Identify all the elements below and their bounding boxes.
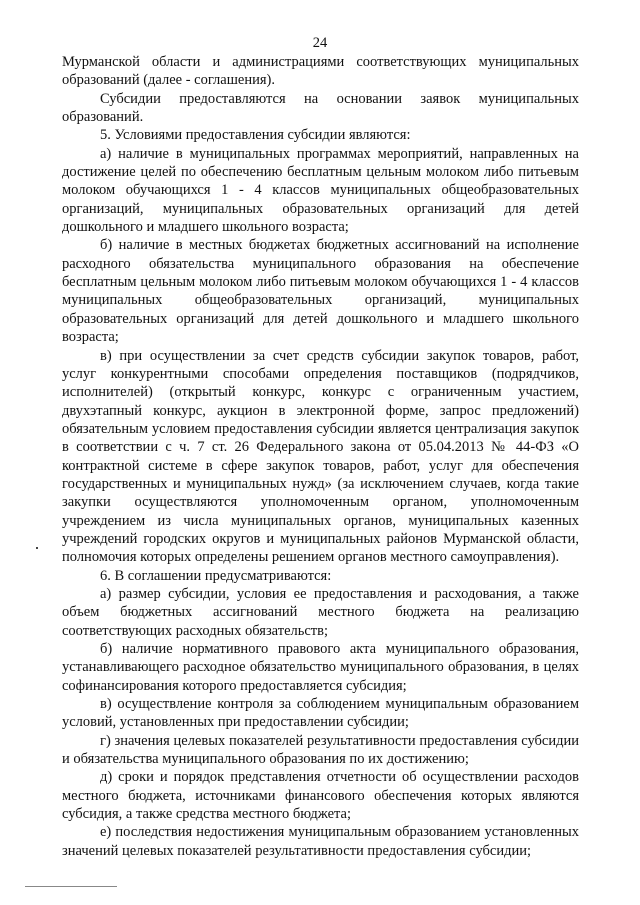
paragraph: е) последствия недостижения муниципальным образованием установленных значений целевых показателей результативности предоставления субсидии; <box>62 824 579 859</box>
paragraph: Субсидии предоставляются на основании заявок муниципальных образований. <box>62 90 579 126</box>
paragraph: 6. В соглашении предусматриваются: <box>100 567 332 584</box>
paragraph: 5. Условиями предоставления субсидии являются: <box>100 127 411 144</box>
paragraph: в) осуществление контроля за соблюдением муниципальным образованием условий, установленных при предоставлении субсидии; <box>62 696 579 731</box>
paragraph: б) наличие нормативного правового акта муниципального образования, устанавливающего расходное обязательство муниципального образования, в целях софинансирования которого предоставляется субсидия; <box>62 641 579 694</box>
paragraph: в) при осуществлении за счет средств субсидии закупок товаров, работ, услуг конкурентными способами определения поставщиков (подрядчиков, исполнителей) (открытый конкурс, конкурс с ограниченным участием, двухэтапный конкурс, аукцион в электронной форме, запрос предложений) обязательным условием предоставления субсидии является централизация закупок в соответствии с ч. 7 ст. 26 Федерального закона от 05.04.2013 № 44-ФЗ «О контрактной системе в сфере закупок товаров, работ, услуг для обеспечения государственных и муниципальных нужд» (за исключением случаев, когда такие закупки осуществляются уполномоченным органом, уполномоченным учреждением из числа муниципальных органов, муниципальных казенных учреждений городских округов и муниципальных районов Мурманской области, полномочия которых определены решением органов местного самоуправления). <box>62 347 579 566</box>
paragraph: а) размер субсидии, условия ее предоставления и расходования, а также объем бюджетных ассигнований местного бюджета на реализацию соответствующих расходных обязательств; <box>62 585 579 639</box>
paragraph: д) сроки и порядок представления отчетности об осуществлении расходов местного бюджета, источниками финансового обеспечения которых являются субсидия, а также средства местного бюджета; <box>62 769 579 823</box>
paragraph: г) значения целевых показателей результативности предоставления субсидии и обязательства муниципального образования по их достижению; <box>62 732 579 768</box>
paragraph: б) наличие в местных бюджетах бюджетных ассигнований на исполнение расходного обязательства муниципального образования на обеспечение бесплатным цельным молоком либо питьевым молоком обучающихся 1 - 4 классов муниципальных общеобразовательных организаций, муниципальных образовательных организаций для детей дошкольного и младшего школьного возраста; <box>62 237 579 346</box>
page-number: 24 <box>312 35 328 51</box>
document-body <box>62 53 579 860</box>
footnote-divider <box>25 886 117 887</box>
paragraph: а) наличие в муниципальных программах мероприятий, направленных на достижение целей по обеспечению бесплатным цельным молоком либо питьевым молоком обучающихся 1 - 4 классов муниципальных общеобразовательных организаций, муниципальных образовательных организаций для детей дошкольного и младшего школьного возраста; <box>62 145 579 236</box>
margin-mark <box>36 547 38 549</box>
paragraph: Мурманской области и администрациями соответствующих муниципальных образований (далее - соглашения). <box>62 54 579 89</box>
